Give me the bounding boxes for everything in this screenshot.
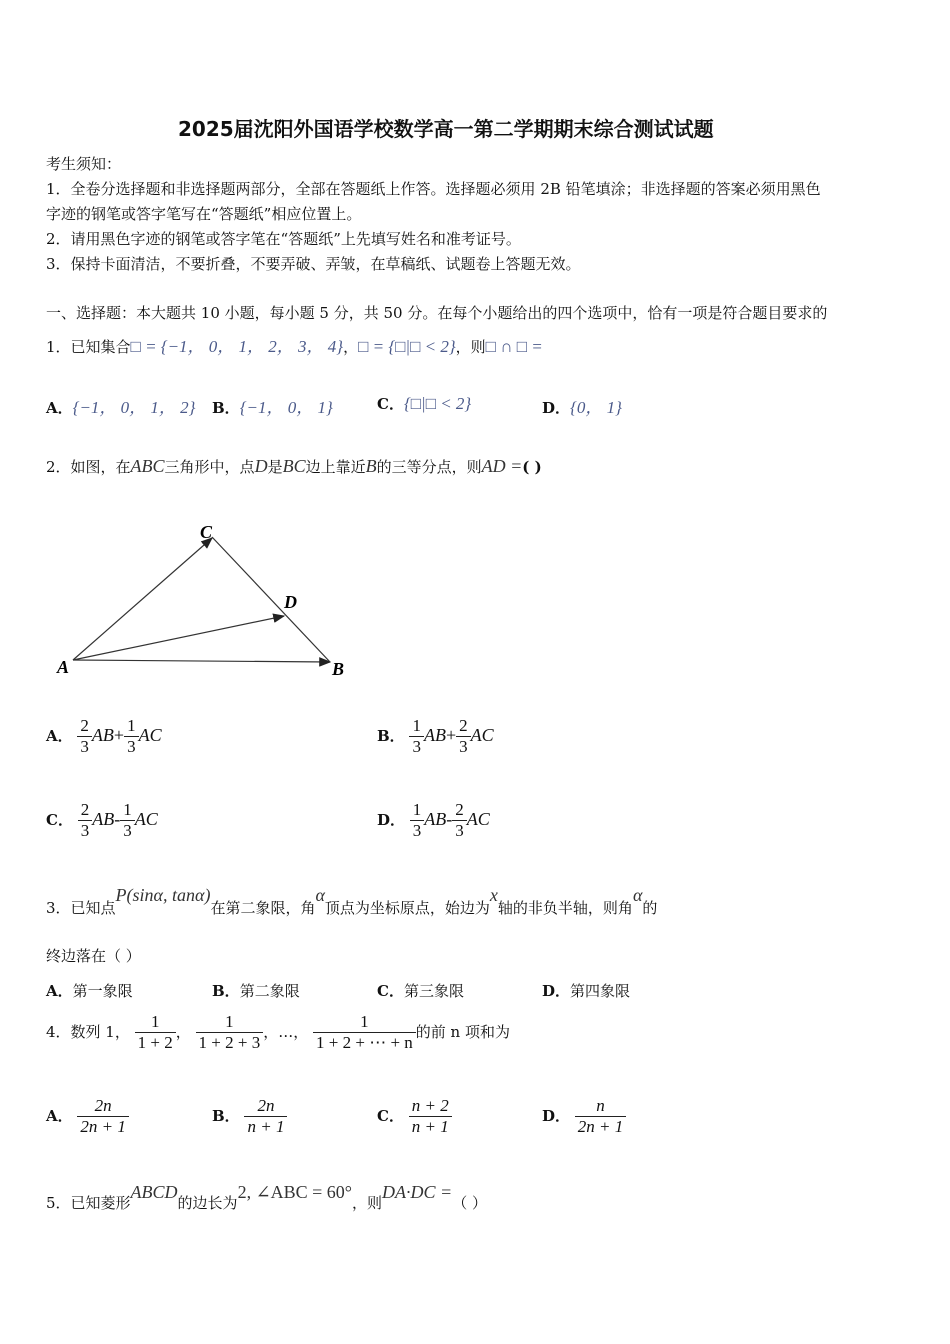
q4-text-2: 的前 n 项和为 bbox=[415, 1022, 510, 1041]
q2-option-a[interactable] bbox=[46, 716, 162, 758]
q3-math-alpha-2: α bbox=[632, 885, 643, 905]
segment-ad bbox=[73, 616, 284, 660]
q3-text-1: 3．已知点 bbox=[46, 899, 116, 917]
q3-option-a[interactable] bbox=[46, 980, 133, 1001]
q2-math-abc: ABC bbox=[130, 456, 165, 476]
option-label: A． bbox=[46, 726, 73, 745]
vector: AB bbox=[92, 808, 115, 829]
q2-option-c[interactable] bbox=[46, 800, 158, 842]
q2-math-d: D bbox=[254, 456, 268, 476]
q2-math-b: B bbox=[365, 456, 377, 476]
option-label: C． bbox=[377, 982, 404, 1000]
q5-math-abcd: ABCD bbox=[130, 1182, 178, 1202]
notice-line-1a: 1．全卷分选择题和非选择题两部分，全部在答题纸上作答。选择题必须用 2B 铅笔填涂；非选择题的答案必须用黑色 bbox=[46, 180, 821, 198]
q2-text-5: 的三等分点，则 bbox=[376, 458, 482, 476]
vector: AC bbox=[138, 724, 162, 745]
q2-text-3: 是 bbox=[267, 458, 283, 476]
q3-text-2: 在第二象限，角 bbox=[210, 899, 316, 917]
option-label: D． bbox=[377, 810, 406, 829]
option-value: {0， 1} bbox=[570, 398, 622, 417]
q1-option-a[interactable] bbox=[46, 393, 195, 418]
question-3 bbox=[46, 885, 657, 918]
vector: AC bbox=[466, 808, 490, 829]
option-label: D． bbox=[542, 1106, 571, 1125]
option-label: B． bbox=[377, 726, 405, 745]
q4-text-1: 4．数列 1， bbox=[46, 1022, 130, 1041]
fraction: $\frac{n + 2}{n + 1}$ bbox=[409, 1096, 452, 1138]
option-label: C． bbox=[46, 810, 73, 829]
operator: + bbox=[113, 724, 125, 745]
triangle-figure bbox=[40, 515, 370, 685]
option-label: A． bbox=[46, 982, 73, 1000]
q1-set-b: □ = {□|□ < 2} bbox=[358, 337, 456, 356]
operator: - bbox=[446, 808, 453, 829]
q1-comma: ， bbox=[343, 338, 359, 356]
q4-option-a[interactable] bbox=[46, 1096, 129, 1138]
option-label: B． bbox=[212, 1106, 240, 1125]
q4-option-d[interactable] bbox=[542, 1096, 626, 1138]
q3-option-d[interactable] bbox=[542, 980, 630, 1001]
page-title: 2025届沈阳外国语学校数学高一第二学期期末综合测试试题 bbox=[178, 117, 714, 141]
label-a: A bbox=[57, 657, 70, 677]
option-label: B． bbox=[212, 399, 240, 417]
vector: AB bbox=[424, 808, 447, 829]
q5-math-dot: DA·DC = bbox=[382, 1182, 453, 1202]
question-4 bbox=[46, 1012, 510, 1054]
q2-option-b[interactable] bbox=[377, 716, 494, 758]
q3-line-2: 终边落在（ ） bbox=[46, 947, 141, 965]
q4-sep-2: ，…， bbox=[263, 1022, 309, 1041]
q2-text-1: 2．如图，在 bbox=[46, 458, 131, 476]
option-value: 第一象限 bbox=[72, 982, 133, 1000]
vector: AB bbox=[91, 724, 114, 745]
q3-math-p: P(sinα, tanα) bbox=[115, 885, 211, 905]
question-2 bbox=[46, 456, 542, 477]
option-value: {−1， 0， 1} bbox=[239, 398, 333, 417]
question-5 bbox=[46, 1182, 487, 1213]
q1-option-d[interactable] bbox=[542, 393, 622, 418]
section-heading: 一、选择题：本大题共 10 小题，每小题 5 分，共 50 分。在每个小题给出的四个选项中，恰有一项是符合题目要求的 bbox=[46, 304, 828, 322]
q5-text-3: ，则 bbox=[352, 1194, 383, 1212]
option-value: 第四象限 bbox=[570, 982, 631, 1000]
notice-line-1b: 字迹的钢笔或答字笔写在“答题纸”相应位置上。 bbox=[46, 205, 362, 223]
label-b: B bbox=[332, 659, 345, 679]
q4-option-c[interactable] bbox=[377, 1096, 452, 1138]
option-value: {−1， 0， 1， 2} bbox=[72, 398, 196, 417]
fraction: $\frac{2}{3}$ bbox=[77, 716, 92, 758]
q5-text-1: 5．已知菱形 bbox=[46, 1194, 131, 1212]
q4-sep-1: ， bbox=[175, 1022, 191, 1041]
segment-ac bbox=[73, 538, 212, 660]
fraction: $\frac{2}{3}$ bbox=[452, 800, 467, 842]
q1-set-a: □ = {−1， 0， 1， 2， 3， 4} bbox=[130, 337, 344, 356]
option-label: D． bbox=[542, 982, 571, 1000]
q3-option-b[interactable] bbox=[212, 980, 300, 1001]
notice-heading: 考生须知： bbox=[46, 155, 122, 173]
fraction: $\frac{2n}{n + 1}$ bbox=[244, 1096, 287, 1138]
q2-math-bc: BC bbox=[282, 456, 306, 476]
fraction: $\frac{1}{3}$ bbox=[124, 716, 139, 758]
option-label: C． bbox=[377, 395, 404, 413]
fraction: $\frac{1}{1 + 2}$ bbox=[135, 1012, 176, 1054]
vector: AC bbox=[470, 724, 494, 745]
fraction: $\frac{2}{3}$ bbox=[78, 800, 93, 842]
q3-text-4: 轴的非负半轴，则角 bbox=[497, 899, 633, 917]
q1-expr: □ ∩ □ = bbox=[485, 337, 543, 356]
q3-text-3: 顶点为坐标原点，始边为 bbox=[324, 899, 490, 917]
fraction: $\frac{2n}{2n + 1}$ bbox=[77, 1096, 128, 1138]
fraction: $\frac{1}{1 + 2 + 3}$ bbox=[196, 1012, 264, 1054]
q3-math-x: x bbox=[489, 885, 498, 905]
option-label: B． bbox=[212, 982, 240, 1000]
label-c: C bbox=[200, 522, 213, 542]
option-value: {□|□ < 2} bbox=[403, 394, 472, 413]
question-1 bbox=[46, 332, 543, 357]
vector: AB bbox=[423, 724, 446, 745]
q2-text-6: ( ) bbox=[522, 458, 542, 476]
notice-line-3: 3．保持卡面清洁，不要折叠，不要弄破、弄皱，在草稿纸、试题卷上答题无效。 bbox=[46, 255, 581, 273]
option-label: A． bbox=[46, 1106, 73, 1125]
q5-text-4: （ ） bbox=[452, 1194, 487, 1212]
q2-text-2: 三角形中，点 bbox=[164, 458, 255, 476]
fraction: $\frac{2}{3}$ bbox=[456, 716, 471, 758]
q1-option-b[interactable] bbox=[212, 393, 333, 418]
q1-option-c[interactable] bbox=[377, 393, 471, 414]
q4-option-b[interactable] bbox=[212, 1096, 287, 1138]
q3-text-5: 的 bbox=[642, 899, 658, 917]
q3-math-alpha: α bbox=[315, 885, 325, 905]
option-label: A． bbox=[46, 399, 73, 417]
q2-option-d[interactable] bbox=[377, 800, 490, 842]
q1-prefix: 1．已知集合 bbox=[46, 338, 131, 356]
fraction: $\frac{1}{3}$ bbox=[409, 716, 424, 758]
q2-math-ad: AD = bbox=[481, 456, 523, 476]
option-value: 第二象限 bbox=[239, 982, 300, 1000]
q2-text-4: 边上靠近 bbox=[305, 458, 366, 476]
segment-ab bbox=[73, 660, 330, 662]
option-label: C． bbox=[377, 1106, 404, 1125]
notice-line-2: 2．请用黑色字迹的钢笔或答字笔在“答题纸”上先填写姓名和准考证号。 bbox=[46, 230, 521, 248]
label-d: D bbox=[284, 592, 297, 612]
segment-cb bbox=[212, 537, 330, 662]
fraction: $\frac{1}{3}$ bbox=[410, 800, 425, 842]
option-label: D． bbox=[542, 399, 571, 417]
operator: + bbox=[445, 724, 457, 745]
fraction: $\frac{1}{3}$ bbox=[120, 800, 135, 842]
operator: - bbox=[114, 808, 121, 829]
q3-option-c[interactable] bbox=[377, 980, 464, 1001]
q5-text-2: 的边长为 bbox=[177, 1194, 238, 1212]
q5-math-side: 2, ∠ABC = 60° bbox=[237, 1182, 353, 1202]
vector: AC bbox=[134, 808, 158, 829]
q1-then: ，则 bbox=[455, 338, 486, 356]
fraction: $\frac{n}{2n + 1}$ bbox=[575, 1096, 626, 1138]
fraction: $\frac{1}{1 + 2 + \cdots + n}$ bbox=[313, 1012, 416, 1054]
option-value: 第三象限 bbox=[403, 982, 464, 1000]
